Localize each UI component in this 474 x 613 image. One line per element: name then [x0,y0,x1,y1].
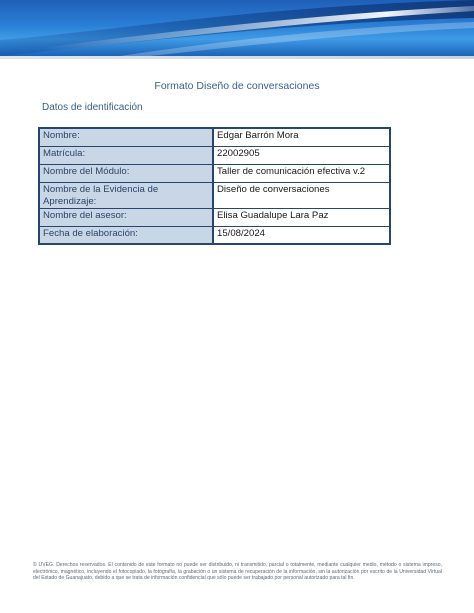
table-row [39,182,390,208]
table-row [39,128,390,146]
row-value-nombre: Edgar Barrón Mora [213,128,390,146]
header-banner [0,0,474,56]
banner-swoosh-graphic [0,0,474,56]
row-label-asesor: Nombre del asesor: [39,208,213,226]
row-label-evidencia: Nombre de la Evidencia de Aprendizaje: [39,182,213,208]
table-row [39,208,390,226]
row-value-asesor: Elisa Guadalupe Lara Paz [213,208,390,226]
row-value-modulo: Taller de comunicación efectiva v.2 [213,164,390,182]
table-row [39,146,390,164]
table-row [39,164,390,182]
header-underline [0,56,474,59]
row-value-matricula: 22002905 [213,146,390,164]
table-row [39,226,390,244]
row-label-matricula: Matrícula: [39,146,213,164]
row-value-fecha: 15/08/2024 [213,226,390,244]
row-label-fecha: Fecha de elaboración: [39,226,213,244]
document-title: Formato Diseño de conversaciones [154,80,320,92]
section-title: Datos de identificación [42,102,143,113]
copyright-footer: © UVEG. Derechos reservados. El contenido de este formato no puede ser distribuido, ni transmitido, parcial o totalmente, mediante cualquier medio, método o sistema impreso, electrónico, magnético, incluyendo el fotocopiado, la fotografía, la grabación o un sistema de recuperación de la información, sin la autorización por escrito de la Universidad Virtual del Estado de Guanajuato, debido a que se trata de información confidencial que sólo puede ser trabajado por personal autorizado para tal fin. [33,562,442,582]
row-label-modulo: Nombre del Módulo: [39,164,213,182]
identification-table [38,127,391,245]
row-label-nombre: Nombre: [39,128,213,146]
row-value-evidencia: Diseño de conversaciones [213,182,390,208]
